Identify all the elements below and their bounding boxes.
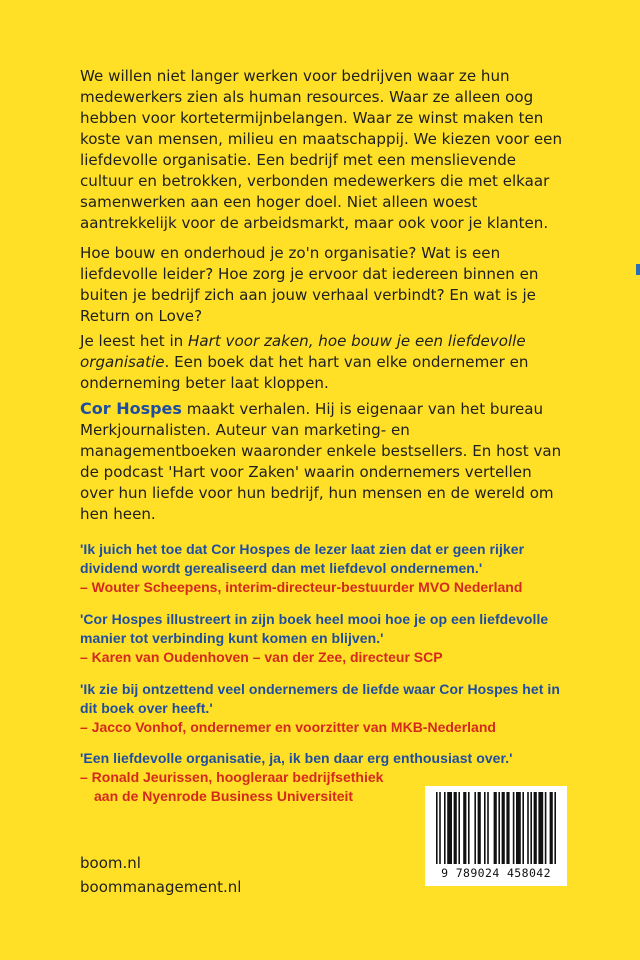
author-bio-text: maakt verhalen. Hij is eigenaar van het bureau Merkjournalisten. Auteur van marketing- en managementboeken waaronder enkele bestsellers. En host van de podcast 'Hart voor Zaken' waarin ondernemers vertellen over hun liefde voor hun bedrijf, hun mensen en de wereld om hen heen.: [80, 400, 562, 523]
endorsement-quote: 'Een liefdevolle organisatie, ja, ik ben daar erg enthousiast over.': [80, 750, 513, 766]
isbn-barcode: [425, 786, 567, 886]
barcode-bar: [487, 792, 489, 864]
barcode-bar: [484, 792, 486, 864]
barcode-bar: [494, 792, 497, 864]
barcode-bar: [478, 792, 481, 864]
author-name: Cor Hospes: [80, 399, 182, 418]
barcode-bar: [513, 792, 515, 864]
barcode-bar: [554, 792, 556, 864]
isbn-number: 9 789024 458042: [441, 866, 551, 880]
barcode-bar: [545, 792, 547, 864]
barcode-bar: [454, 792, 457, 864]
barcode-bar: [502, 792, 505, 864]
endorsement-quote: 'Ik juich het toe dat Cor Hospes de lezer laat zien dat er geen rijker dividend wordt gerealiseerd dan met liefdevol ondernemen.': [80, 541, 525, 576]
endorsement-attribution: – Ronald Jeurissen, hoogleraar bedrijfsethiek: [80, 769, 384, 785]
barcode-bar: [444, 792, 446, 864]
barcode-bar: [439, 792, 441, 864]
barcode-bar: [534, 792, 537, 864]
endorsement-attribution: – Jacco Vonhof, ondernemer en voorzitter van MKB-Nederland: [80, 719, 496, 735]
endorsement-attribution: – Karen van Oudenhoven – van der Zee, directeur SCP: [80, 649, 443, 665]
author-bio: [80, 398, 567, 525]
blurb-p3-suffix: . Een boek dat het hart van elke ondernemer en onderneming beter laat kloppen.: [80, 353, 529, 392]
blurb-paragraph-3: [80, 331, 567, 394]
publisher-links: [80, 851, 241, 899]
barcode-bar: [538, 792, 543, 864]
endorsement-attribution-line2: aan de Nyenrode Business Universiteit: [94, 788, 354, 804]
barcode-bar: [522, 792, 524, 864]
barcode-bar: [458, 792, 460, 864]
endorsement-quote: 'Cor Hospes illustreert in zijn boek heel mooi hoe je op een liefdevolle manier tot verbinding kunt komen en blijven.': [80, 611, 549, 646]
endorsement-1: [80, 540, 575, 597]
barcode-bar: [498, 792, 500, 864]
barcode-bar: [468, 792, 470, 864]
barcode-bar: [506, 792, 509, 864]
endorsement-attribution: – Wouter Scheepens, interim-directeur-bestuurder MVO Nederland: [80, 579, 523, 595]
endorsement-3: [80, 680, 575, 737]
barcode-bar: [474, 792, 476, 864]
website-link-boom[interactable]: boom.nl: [80, 854, 141, 872]
book-title: Hart voor zaken, hoe bouw je een liefdevolle organisatie: [80, 332, 526, 371]
barcode-bar: [436, 792, 438, 864]
endorsement-2: [80, 610, 575, 667]
blurb-paragraph-1: We willen niet langer werken voor bedrijven waar ze hun medewerkers zien als human resources. Waar ze alleen oog hebben voor kortetermijnbelangen. Waar ze winst maken ten koste van mensen, milieu en maatschappij. We kiezen voor een liefdevolle organisatie. Een bedrijf met een menslievende cultuur en betrokken, verbonden medewerkers die met elkaar samenwerken aan een hoger doel. Niet alleen woest aantrekkelijk voor de arbeidsmarkt, maar ook voor je klanten.: [80, 67, 563, 232]
blurb-p3-prefix: Je leest het in: [80, 332, 189, 350]
barcode-bar: [516, 792, 521, 864]
spine-edge-mark: [636, 264, 640, 275]
barcode-bar: [527, 792, 529, 864]
barcode-bar: [463, 792, 466, 864]
barcode-bar: [530, 792, 532, 864]
barcode-bar: [447, 792, 452, 864]
blurb-paragraph-2: Hoe bouw en onderhoud je zo'n organisatie? Wat is een liefdevolle leider? Hoe zorg je ervoor dat iedereen binnen en buiten je bedrijf zich aan jouw verhaal verbindt? En wat is je Return on Love?: [80, 244, 539, 325]
website-link-boommanagement[interactable]: boommanagement.nl: [80, 878, 242, 896]
endorsement-quote: 'Ik zie bij ontzettend veel ondernemers de liefde waar Cor Hospes het in dit boek over heeft.': [80, 681, 560, 716]
barcode-bar: [550, 792, 553, 864]
